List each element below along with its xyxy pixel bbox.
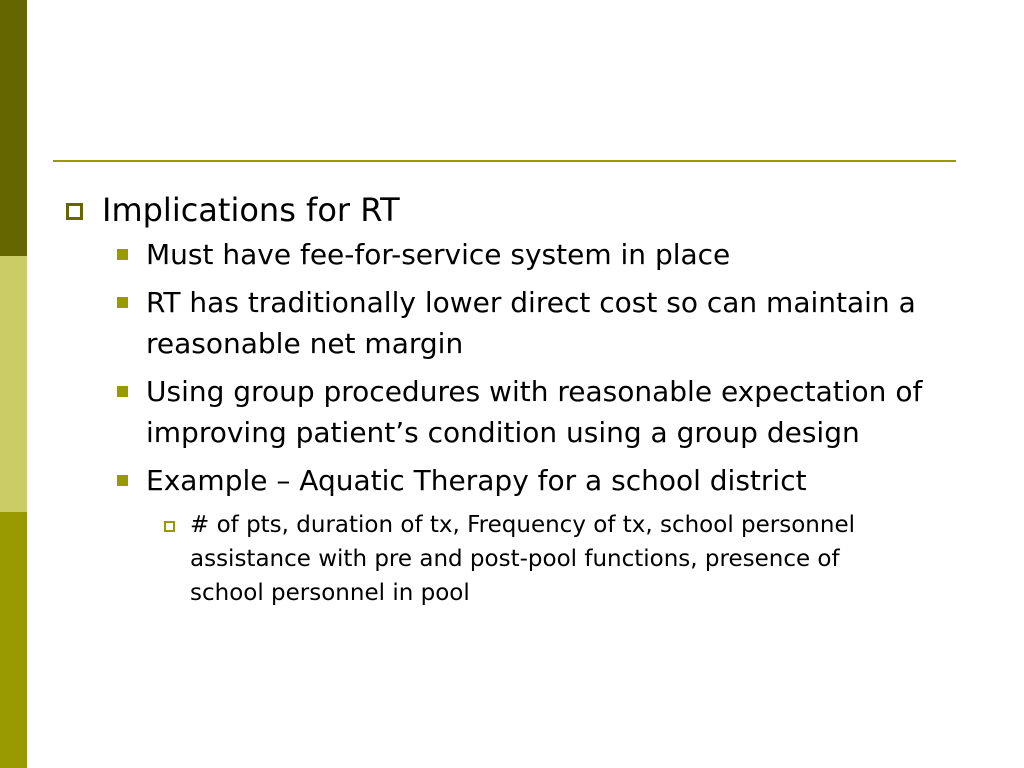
hollow-square-bullet-icon	[164, 521, 175, 532]
bullet-text: Implications for RT	[102, 191, 400, 229]
filled-square-bullet-icon	[117, 386, 128, 397]
bullet-text: # of pts, duration of tx, Frequency of tx, school personnel assistance with pre and post-pool functions, presence of school personnel in pool	[190, 512, 855, 606]
bullet-text: Example – Aquatic Therapy for a school district	[146, 464, 807, 497]
bullet-level-2	[62, 371, 966, 453]
bullet-level-3	[62, 508, 880, 610]
filled-square-bullet-icon	[117, 249, 128, 260]
bullet-level-2	[62, 460, 966, 501]
side-band-mid	[0, 512, 27, 768]
bullet-level-2	[62, 234, 966, 275]
bullet-text: RT has traditionally lower direct cost so can maintain a reasonable net margin	[146, 286, 916, 360]
title-divider	[53, 160, 956, 162]
filled-square-bullet-icon	[117, 475, 128, 486]
bullet-text: Using group procedures with reasonable expectation of improving patient’s condition using a group design	[146, 375, 923, 449]
side-band-dark	[0, 0, 27, 256]
filled-square-bullet-icon	[117, 297, 128, 308]
bullet-level-1	[62, 188, 972, 232]
slide-body	[62, 188, 972, 610]
bullet-text: Must have fee-for-service system in place	[146, 238, 731, 271]
hollow-square-bullet-icon	[66, 203, 83, 220]
bullet-level-2	[62, 282, 966, 364]
side-band-light	[0, 256, 27, 512]
